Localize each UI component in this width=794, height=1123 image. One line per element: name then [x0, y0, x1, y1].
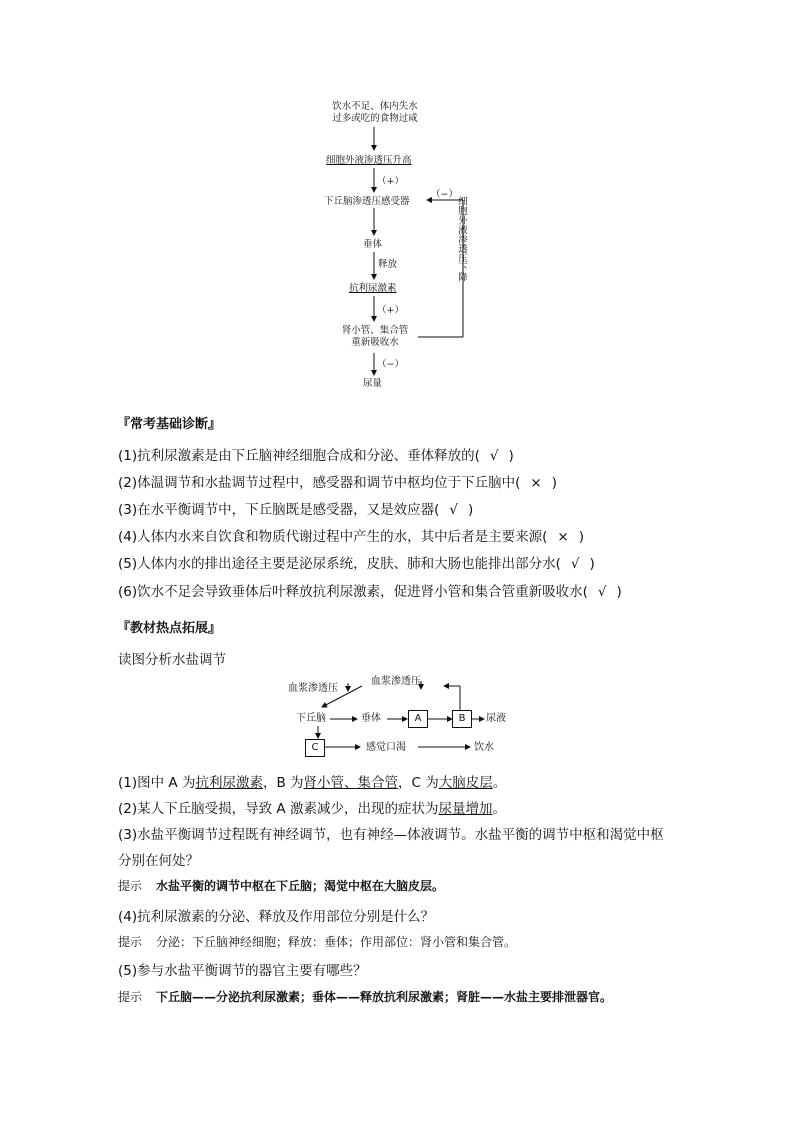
question-5: (5)参与水盐平衡调节的器官主要有哪些？: [118, 963, 367, 979]
diagram1-release: 释放: [378, 259, 398, 270]
diagram2-box-a: A: [408, 710, 428, 728]
question-4: (4)抗利尿激素的分泌、释放及作用部位分别是什么？: [118, 909, 435, 925]
hint-label: 提示: [118, 879, 143, 893]
diagram2-box-b: B: [452, 710, 472, 728]
section-basic-diagnosis-title: 『常考基础诊断』: [117, 417, 222, 432]
section-textbook-extension-title: 『教材热点拓展』: [117, 621, 222, 636]
diagram2-plasma-osmotic-top: 血浆渗透压: [371, 676, 421, 687]
question-3-line2: 分别在何处？: [118, 853, 199, 869]
diagram1-minus-feedback: （−）: [431, 189, 458, 200]
question-3-line1: (3)水盐平衡调节过程既有神经调节，也有神经—体液调节。水盐平衡的调节中枢和渴觉中枢: [118, 827, 664, 843]
diagram1-ecf-osmotic-drop: 细胞外液渗透压下降: [456, 196, 467, 282]
answer-c: 大脑皮层: [438, 775, 493, 791]
diagnosis-item-3: (3)在水平衡调节中，下丘脑既是感受器，又是效应器( √ ): [118, 502, 474, 518]
check-mark: √: [449, 502, 458, 518]
section2-intro: 读图分析水盐调节: [118, 652, 226, 668]
diagram2-plasma-osmotic-left: 血浆渗透压: [288, 683, 338, 694]
diagram1-ecf-osmotic-rise: 细胞外液渗透压升高: [326, 155, 412, 166]
diagnosis-item-2: (2)体温调节和水盐调节过程中，感受器和调节中枢均位于下丘脑中( × ): [118, 475, 557, 491]
answer-b: 肾小管、集合管: [303, 775, 399, 791]
diagram1-pituitary: 垂体: [363, 239, 383, 250]
cross-mark: ×: [557, 529, 569, 545]
check-mark: √: [489, 448, 499, 464]
cross-mark: ×: [530, 475, 542, 491]
diagnosis-item-6: (6)饮水不足会导致垂体后叶释放抗利尿激素，促进肾小管和集合管重新吸收水( √ ): [118, 584, 622, 600]
question-1: (1)图中 A 为抗利尿激素，B 为肾小管、集合管，C 为大脑皮层。: [118, 775, 507, 791]
diagram2-box-c: C: [305, 739, 325, 757]
hint-5: 提示 下丘脑——分泌抗利尿激素；垂体——释放抗利尿激素；肾脏——水盐主要排泄器官。: [118, 990, 613, 1004]
diagram1-tubule-line2: 重新吸收水: [351, 337, 399, 348]
diagram1-top-line2: 过多或吃的食物过咸: [332, 113, 418, 124]
diagram1-plus2: （+）: [377, 305, 404, 316]
check-mark: √: [570, 556, 580, 572]
hint-label: 提示: [118, 990, 143, 1004]
answer-symptom: 尿量增加: [438, 801, 493, 817]
check-mark: √: [597, 584, 607, 600]
diagram1-plus1: （+）: [377, 176, 404, 187]
diagram2-thirst: 感觉口渴: [366, 742, 406, 753]
question-2: (2)某人下丘脑受损，导致 A 激素减少，出现的症状为尿量增加。: [118, 801, 506, 817]
diagram2-pituitary: 垂体: [361, 713, 381, 724]
diagram1-tubule-line1: 肾小管、集合管: [341, 325, 409, 336]
diagram1-urine-volume: 尿量: [363, 378, 383, 389]
diagram1-hypothalamus-receptor: 下丘脑渗透压感受器: [324, 196, 410, 207]
diagnosis-item-4: (4)人体内水来自饮食和物质代谢过程中产生的水，其中后者是主要来源( × ): [118, 529, 584, 545]
diagram1-minus2: （−）: [377, 359, 404, 370]
diagnosis-item-1: (1)抗利尿激素是由下丘脑神经细胞合成和分泌、垂体释放的( √ ): [118, 448, 514, 464]
answer-a: 抗利尿激素: [195, 775, 263, 791]
diagnosis-item-5: (5)人体内水的排出途径主要是泌尿系统，皮肤、肺和大肠也能排出部分水( √ ): [118, 556, 595, 572]
hint-3: 提示 水盐平衡的调节中枢在下丘脑；渴觉中枢在大脑皮层。: [118, 879, 445, 893]
diagram2-drink-water: 饮水: [474, 742, 494, 753]
diagram1-top-line1: 饮水不足、体内失水: [332, 101, 418, 112]
diagram1-adh: 抗利尿激素: [349, 283, 397, 294]
diagram2-hypothalamus: 下丘脑: [296, 713, 326, 724]
diagram2-urine: 尿液: [486, 713, 506, 724]
hint-4: 提示 分泌：下丘脑神经细胞；释放：垂体；作用部位：肾小管和集合管。: [118, 935, 517, 949]
hint-label: 提示: [118, 935, 143, 949]
